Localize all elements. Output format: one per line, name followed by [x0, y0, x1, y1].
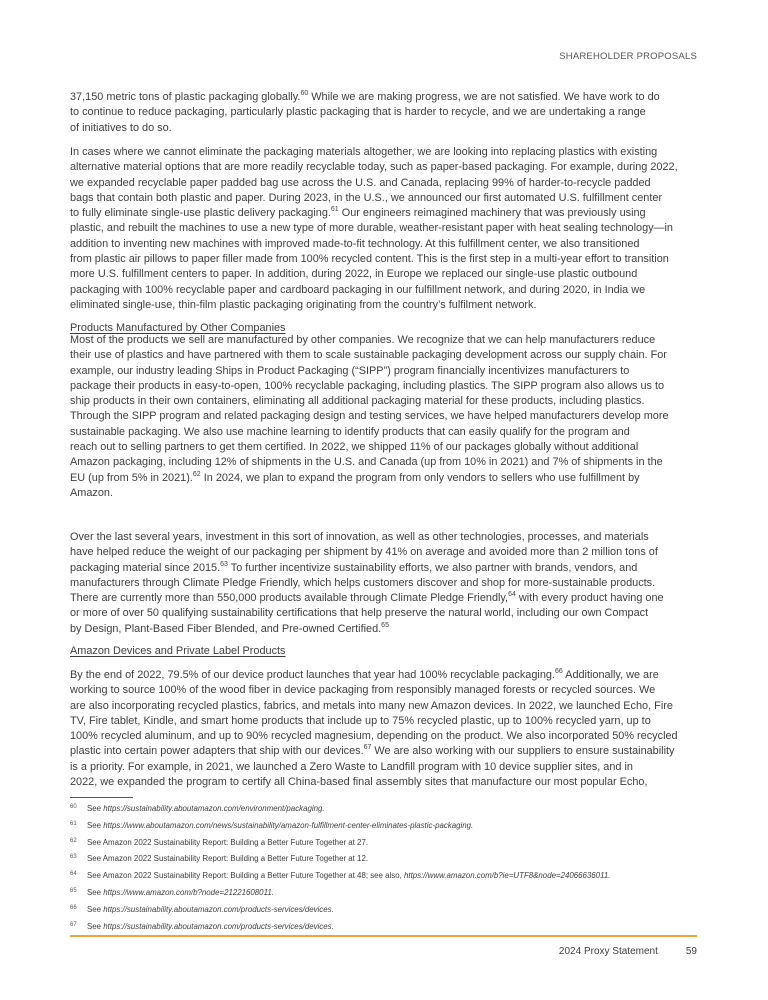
text-line: 100% recycled aluminum, and up to 90% recycled magnesium, depending on the product. We also incorporated 50% recycled: [70, 730, 678, 743]
text-line: of initiatives to do so.: [70, 121, 172, 134]
footnote-text: See: [87, 904, 104, 914]
footnote-text: See: [87, 820, 104, 830]
footnote: [70, 800, 610, 817]
text-line: Amazon packaging, including 12% of shipments in the U.S. and Canada (up from 10% in 2021) and 7% of shipments in the: [70, 456, 663, 469]
text-line: have helped reduce the weight of our packaging per shipment by 41% on average and avoided more than 2 million tons of: [70, 546, 658, 559]
text-line: TV, Fire tablet, Kindle, and smart home products that include up to 75% recycled plastic, up to 100% recycled yarn, up to: [70, 714, 651, 727]
footnote-reference[interactable]: 64: [508, 591, 516, 599]
subheading-other-companies: Products Manufactured by Other Companies: [70, 322, 286, 334]
text-line: example, our industry leading Ships in Product Packaging (“SIPP”) program financially incentivizes manufacturers to: [70, 364, 630, 377]
footnote-reference[interactable]: 63: [220, 560, 228, 568]
footnote-link[interactable]: https://sustainability.aboutamazon.com/products-services/devices.: [103, 921, 334, 931]
footnote: [70, 817, 610, 834]
text-line: Most of the products we sell are manufactured by other companies. We recognize that we can help manufacturers reduce: [70, 334, 656, 346]
footnote: [70, 850, 610, 867]
footnote-link[interactable]: https://sustainability.aboutamazon.com/environment/packaging.: [103, 804, 325, 813]
text-line: working to source 100% of the wood fiber in device packaging from responsibly managed forests or recycled sources. We: [70, 684, 656, 697]
footnote-link[interactable]: https://www.amazon.com/b?ie=UTF8&node=24066636011.: [404, 871, 611, 881]
footnote: [70, 867, 610, 884]
footer-accent-rule: [70, 935, 697, 937]
footnote-number: 64: [70, 871, 77, 878]
footnote-link[interactable]: https://sustainability.aboutamazon.com/products-services/devices.: [103, 904, 334, 914]
paragraph: [70, 530, 710, 637]
text-line: packaging material since 2015.63 To further incentivize sustainability efforts, we also partner with brands, vendors, and: [70, 560, 638, 574]
footnote-reference[interactable]: 62: [192, 470, 201, 478]
text-line: Over the last several years, investment in this sort of innovation, as well as other technologies, processes, and materials: [70, 531, 649, 543]
text-line: eliminated single-use, thin-film plastic packaging originating from the country’s fulfilment network.: [70, 298, 537, 311]
text-line: 37,150 metric tons of plastic packaging globally.$^{60}$ While we are making progress, we are not satisfied. We have work to do: [70, 90, 660, 103]
footnote-reference[interactable]: 61: [330, 206, 339, 214]
footnote-reference[interactable]: 67: [363, 744, 372, 752]
text-line: are also incorporating recycled plastics, fabrics, and metals into many new Amazon devices. In 2022, we launched Echo, Fire: [70, 699, 673, 712]
text-line: EU (up from 5% in 2021).$^{62}$ In 2024, we plan to expand the program from only vendors to sellers who use fulfillment by: [70, 470, 640, 484]
footnote-number: 61: [70, 820, 77, 827]
text-line: addition to inventing new machines with improved made-to-fit technology. At this fulfillment center, we also transitioned: [70, 237, 640, 250]
text-line: plastic, and rebuilt the machines to use a new type of more durable, weather-resistant paper with heat sealing technology—in: [70, 222, 673, 235]
footnote-text: See Amazon 2022 Sustainability Report: Building a Better Future Together at 48; see also,: [87, 871, 404, 881]
footnote-number: 60: [70, 804, 77, 810]
text-line: from plastic air pillows to paper filler made from 100% recycled content. This is the first step in a multi-year effort to transition: [70, 253, 669, 266]
section-header: SHAREHOLDER PROPOSALS: [559, 51, 697, 62]
text-line: their use of plastics and have partnered with them to scale sustainable packaging development across our supply chain. For: [70, 349, 667, 362]
subheading-amazon-devices: Amazon Devices and Private Label Products: [70, 645, 286, 657]
text-line: alternative material options that are more readily recyclable today, such as paper-based packaging. For example, during 2022,: [70, 161, 678, 174]
text-line: Amazon.: [70, 486, 113, 499]
text-line: In cases where we cannot eliminate the packaging materials altogether, we are looking into replacing plastics with existing: [70, 146, 658, 158]
footnote: [70, 834, 610, 851]
footnote: [70, 901, 610, 918]
text-line: 2022, we expanded the program to certify all China-based final assembly sites that manufacture our most popular Echo,: [70, 776, 648, 789]
footnote-link[interactable]: https://www.amazon.com/b?node=21221608011.: [103, 887, 274, 897]
footnote-divider: [70, 797, 133, 798]
footnote: [70, 918, 610, 935]
text-line: we expanded recyclable paper padded bag use across the U.S. and Canada, replacing 99% of harder-to-recycle padded: [70, 176, 651, 189]
footnote-number: 65: [70, 887, 77, 894]
document-title: 2024 Proxy Statement: [558, 946, 658, 957]
footnote-number: 67: [70, 921, 77, 928]
footnote: [70, 884, 610, 901]
footnote-text: See: [87, 887, 104, 897]
footnote-text: See: [87, 921, 104, 931]
text-line: bags that contain both plastic and paper. During 2023, in the U.S., we announced our first automated U.S. fulfillment center: [70, 191, 663, 204]
text-line: to fully eliminate single-use plastic delivery packaging.$^{61}$ Our engineers reimagined machinery that was previously using: [70, 206, 646, 220]
footnote-link[interactable]: https://www.aboutamazon.com/news/sustainability/amazon-fulfillment-center-eliminates-plastic-packaging.: [103, 820, 474, 830]
footnote-text: See: [87, 804, 104, 813]
text-line: more U.S. fulfillment centers to paper. In addition, during 2022, in Europe we replaced our single-use plastic outbound: [70, 268, 638, 281]
footnote-reference[interactable]: 66: [554, 668, 563, 675]
text-line: to continue to reduce packaging, particularly plastic packaging that is harder to recycle, and we are undertaking a range: [70, 106, 646, 119]
footnote-reference[interactable]: 60: [300, 90, 309, 97]
text-line: There are currently more than 550,000 products available through Climate Pledge Friendly,$^{64}$ with every product having one: [70, 591, 664, 605]
text-line: or more of over 50 qualifying sustainability certifications that help preserve the natural world, including our own Compact: [70, 607, 649, 620]
text-line: manufacturers through Climate Pledge Friendly, which helps customers discover and shop for more-sustainable products.: [70, 576, 656, 589]
text-line: packaging with 100% recyclable paper and cardboard packaging in our fulfillment network, and during 2020, in India we: [70, 283, 646, 296]
text-line: is a priority. For example, in 2021, we launched a Zero Waste to Landfill program with 10 device supplier sites, and in: [70, 760, 633, 773]
paragraph: [70, 668, 710, 790]
text-line: sustainable packaging. We also use machine learning to identify products that can easily qualify for the program and: [70, 425, 630, 438]
footnote-number: 66: [70, 904, 77, 911]
footnote-text: See Amazon 2022 Sustainability Report: Building a Better Future Together at 27.: [87, 837, 369, 847]
paragraph: [70, 145, 710, 313]
page-footer: [559, 946, 697, 957]
footnote-number: 62: [70, 837, 77, 844]
page-number: 59: [685, 946, 697, 957]
text-line: plastic into certain power adapters that ship with our devices.$^{67}$ We are also working with our suppliers to ensure sustainability: [70, 744, 675, 758]
text-line: By the end of 2022, 79.5% of our device product launches that year had 100% recyclable packaging.$^{66}$ Additionally, we are: [70, 668, 659, 681]
footnotes: [70, 800, 610, 934]
footnote-text: See Amazon 2022 Sustainability Report: Building a Better Future Together at 12.: [87, 854, 369, 864]
text-line: ship products in their own containers, eliminating all additional packaging material for these products, including plastics.: [70, 395, 645, 408]
paragraph: [70, 90, 710, 136]
text-line: by Design, Plant-Based Fiber Blended, and Pre-owned Certified.$^{65}$: [70, 621, 389, 635]
text-line: Through the SIPP program and related packaging design and testing services, we have helped manufacturers develop more: [70, 410, 669, 423]
text-line: package their products in easy-to-open, 100% recyclable packaging, including plastics. The SIPP program also allows us to: [70, 379, 665, 392]
footnote-reference[interactable]: 65: [381, 621, 389, 629]
footnote-number: 63: [70, 854, 77, 861]
paragraph: [70, 333, 710, 501]
text-line: reach out to selling partners to get them certified. In 2022, we shipped 11% of our packages globally without additional: [70, 441, 639, 454]
